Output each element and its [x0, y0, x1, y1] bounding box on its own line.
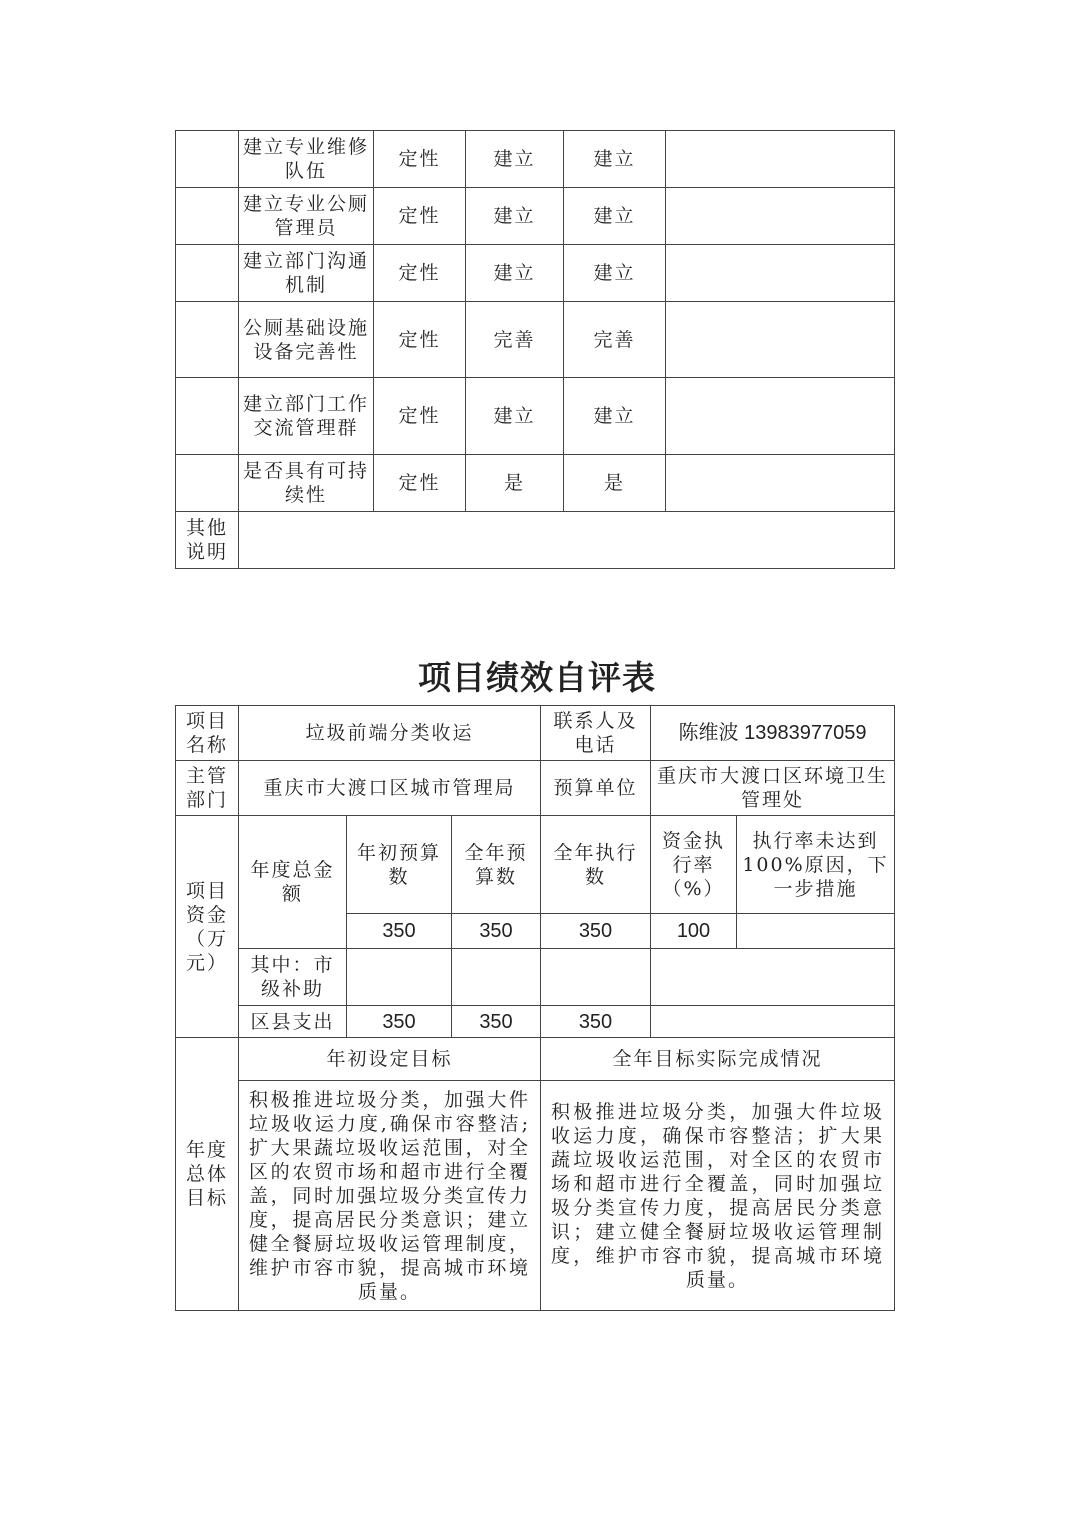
contact-label: 联系人及电话 — [541, 706, 651, 761]
self-evaluation-table — [175, 705, 895, 1311]
table-row — [176, 302, 895, 378]
blank-cell — [176, 245, 239, 302]
indicator-remark — [666, 245, 895, 302]
indicator-type: 定性 — [374, 378, 466, 455]
indicator-target: 建立 — [466, 188, 564, 245]
table-row — [176, 245, 895, 302]
budget-unit-label: 预算单位 — [541, 761, 651, 816]
indicator-name: 建立部门工作交流管理群 — [239, 378, 374, 455]
indicator-type: 定性 — [374, 188, 466, 245]
city-subsidy-label: 其中：市级补助 — [239, 949, 347, 1006]
table-row — [176, 949, 895, 1006]
city-full-year — [452, 949, 541, 1006]
indicator-actual: 建立 — [564, 131, 666, 188]
table-row — [176, 512, 895, 569]
goals-actual-text: 积极推进垃圾分类，加强大件垃圾收运力度，确保市容整洁；扩大果蔬垃圾收运范围，对全区的农贸市场和超市进行全覆盖，同时加强垃圾分类宣传力度，提高居民分类意识；建立健全餐厨垃圾收运管理制度，维护市容市貌，提高城市环境质量。 — [541, 1081, 895, 1311]
indicator-name: 是否具有可持续性 — [239, 455, 374, 512]
dept-value: 重庆市大渡口区城市管理局 — [239, 761, 541, 816]
indicator-actual: 是 — [564, 455, 666, 512]
table-row — [176, 455, 895, 512]
indicator-actual: 建立 — [564, 188, 666, 245]
col-full-year-budget: 全年预算数 — [452, 816, 541, 914]
indicator-remark — [666, 455, 895, 512]
goals-initial-header: 年初设定目标 — [239, 1038, 541, 1081]
funds-label: 项目资金（万元） — [176, 816, 239, 1038]
indicator-type: 定性 — [374, 131, 466, 188]
col-execution-rate: 资金执行率（%） — [651, 816, 737, 914]
blank-cell — [176, 302, 239, 378]
table-row — [176, 131, 895, 188]
table-row — [176, 378, 895, 455]
table-row — [176, 1038, 895, 1081]
total-full-year: 350 — [452, 914, 541, 949]
other-notes-value — [239, 512, 895, 569]
blank-cell — [176, 455, 239, 512]
table-row — [176, 706, 895, 761]
table-row — [176, 761, 895, 816]
district-label: 区县支出 — [239, 1006, 347, 1038]
goals-initial-text: 积极推进垃圾分类，加强大件垃圾收运力度,确保市容整洁;扩大果蔬垃圾收运范围，对全区的农贸市场和超市进行全覆盖，同时加强垃圾分类宣传力度，提高居民分类意识；建立健全餐厨垃圾收运管理制度，维护市容市貌，提高城市环境质量。 — [239, 1081, 541, 1311]
district-executed: 350 — [541, 1006, 651, 1038]
form-title: 项目绩效自评表 — [418, 658, 656, 697]
total-initial: 350 — [347, 914, 452, 949]
indicator-target: 建立 — [466, 378, 564, 455]
table-row — [176, 816, 895, 914]
indicator-target: 完善 — [466, 302, 564, 378]
indicator-target: 建立 — [466, 131, 564, 188]
col-executed: 全年执行数 — [541, 816, 651, 914]
total-reason — [737, 914, 895, 949]
indicator-type: 定性 — [374, 455, 466, 512]
col-reason: 执行率未达到100%原因，下一步措施 — [737, 816, 895, 914]
contact-value: 陈维波 13983977059 — [651, 706, 895, 761]
other-notes-label: 其他说明 — [176, 512, 239, 569]
indicator-target: 建立 — [466, 245, 564, 302]
dept-label: 主管部门 — [176, 761, 239, 816]
city-executed — [541, 949, 651, 1006]
col-initial-budget: 年初预算数 — [347, 816, 452, 914]
indicator-type: 定性 — [374, 302, 466, 378]
indicator-table — [175, 130, 895, 569]
indicator-actual: 建立 — [564, 378, 666, 455]
blank-cell — [176, 378, 239, 455]
indicator-remark — [666, 131, 895, 188]
indicator-target: 是 — [466, 455, 564, 512]
indicator-actual: 完善 — [564, 302, 666, 378]
city-initial — [347, 949, 452, 1006]
city-rate — [651, 949, 895, 1006]
indicator-name: 建立专业公厕管理员 — [239, 188, 374, 245]
blank-cell — [176, 131, 239, 188]
indicator-remark — [666, 378, 895, 455]
table-row — [176, 188, 895, 245]
indicator-actual: 建立 — [564, 245, 666, 302]
indicator-name: 建立部门沟通机制 — [239, 245, 374, 302]
district-rate — [651, 1006, 895, 1038]
project-name-value: 垃圾前端分类收运 — [239, 706, 541, 761]
annual-total-label: 年度总金额 — [239, 816, 347, 949]
project-name-label: 项目名称 — [176, 706, 239, 761]
blank-cell — [176, 188, 239, 245]
budget-unit-value: 重庆市大渡口区环境卫生管理处 — [651, 761, 895, 816]
indicator-type: 定性 — [374, 245, 466, 302]
indicator-name: 建立专业维修队伍 — [239, 131, 374, 188]
district-initial: 350 — [347, 1006, 452, 1038]
indicator-remark — [666, 302, 895, 378]
indicator-name: 公厕基础设施设备完善性 — [239, 302, 374, 378]
indicator-remark — [666, 188, 895, 245]
total-executed: 350 — [541, 914, 651, 949]
goals-actual-header: 全年目标实际完成情况 — [541, 1038, 895, 1081]
total-rate: 100 — [651, 914, 737, 949]
goals-label: 年度总体目标 — [176, 1038, 239, 1311]
table-row — [176, 1081, 895, 1311]
district-full-year: 350 — [452, 1006, 541, 1038]
table-row — [176, 1006, 895, 1038]
